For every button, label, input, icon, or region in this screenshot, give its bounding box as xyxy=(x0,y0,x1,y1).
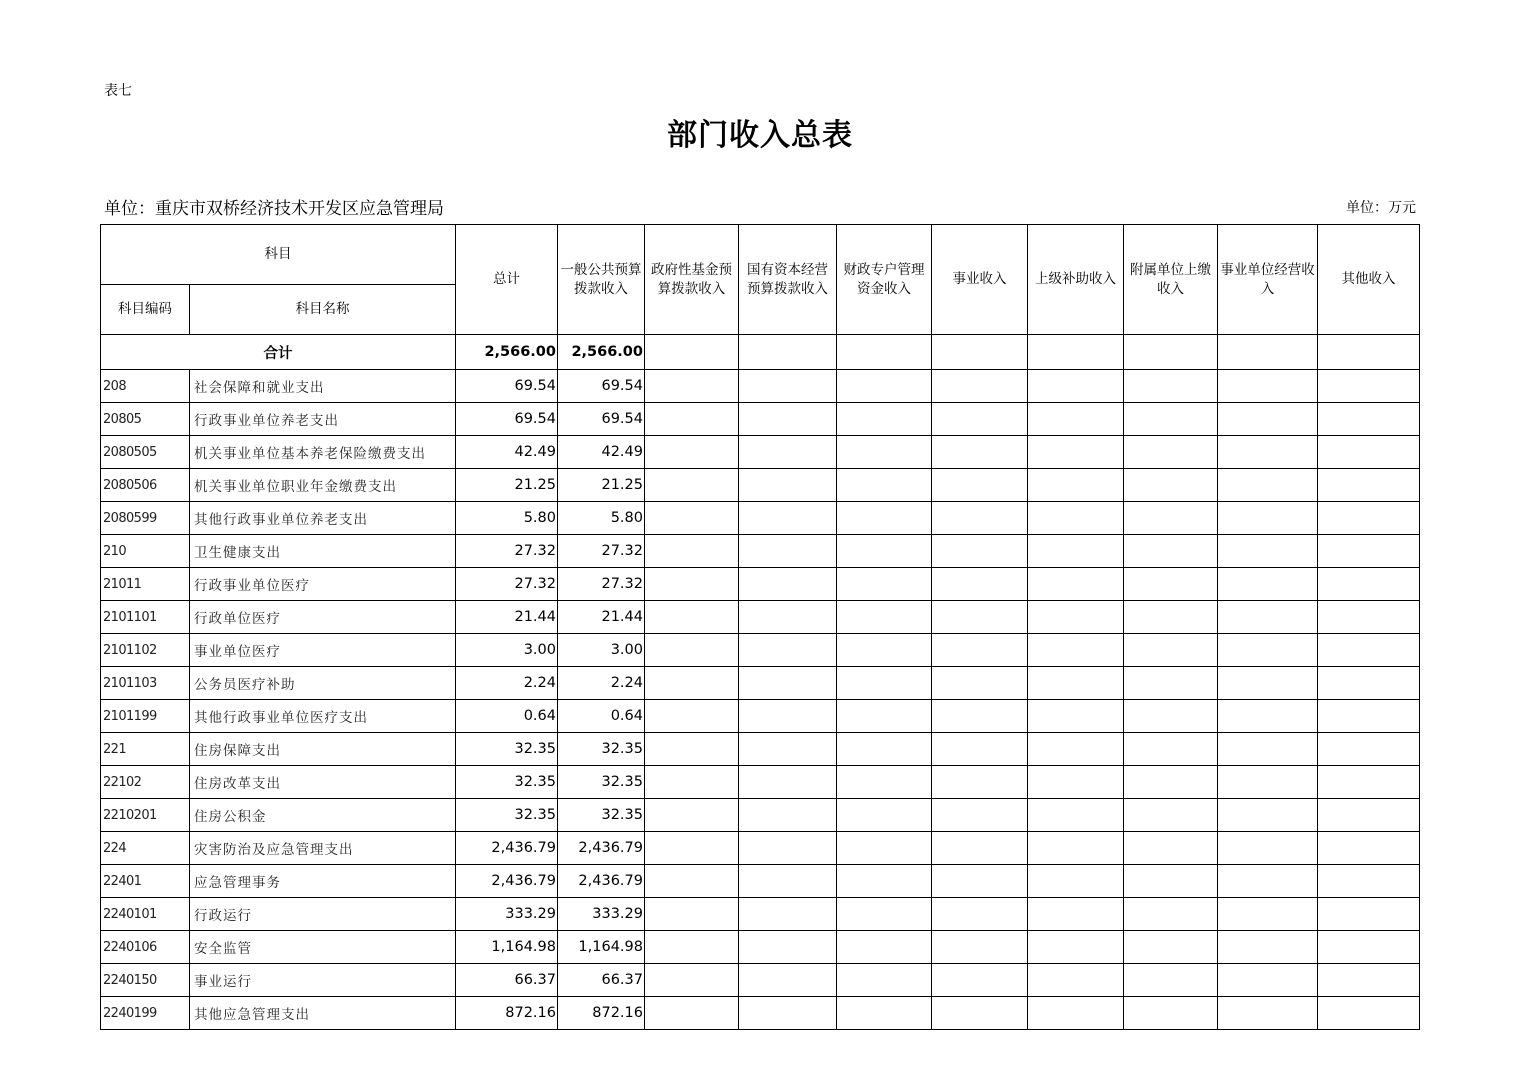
empty-cell xyxy=(645,601,739,634)
empty-cell xyxy=(1218,403,1318,436)
total-label: 合计 xyxy=(101,335,456,370)
subject-name-cell: 机关事业单位职业年金缴费支出 xyxy=(190,469,456,502)
subject-name-cell: 事业单位医疗 xyxy=(190,634,456,667)
subject-code-cell: 221 xyxy=(101,733,190,766)
subject-code-cell: 20805 xyxy=(101,403,190,436)
empty-cell xyxy=(932,502,1028,535)
empty-cell xyxy=(1124,403,1218,436)
empty-cell xyxy=(1318,403,1420,436)
subject-code-cell: 2240106 xyxy=(101,931,190,964)
empty-cell xyxy=(932,667,1028,700)
empty-cell xyxy=(837,502,932,535)
empty-cell xyxy=(1028,535,1124,568)
empty-cell xyxy=(1318,568,1420,601)
empty-cell xyxy=(1318,335,1420,370)
empty-cell xyxy=(932,335,1028,370)
empty-cell xyxy=(739,799,837,832)
subject-name-cell: 行政单位医疗 xyxy=(190,601,456,634)
empty-cell xyxy=(932,964,1028,997)
empty-cell xyxy=(1218,931,1318,964)
empty-cell xyxy=(1124,964,1218,997)
empty-cell xyxy=(837,601,932,634)
empty-cell xyxy=(1218,469,1318,502)
total-cell: 27.32 xyxy=(456,535,558,568)
table-row xyxy=(101,370,1420,403)
empty-cell xyxy=(1218,964,1318,997)
empty-cell xyxy=(932,535,1028,568)
empty-cell xyxy=(645,667,739,700)
subject-code-cell: 224 xyxy=(101,832,190,865)
empty-cell xyxy=(739,700,837,733)
empty-cell xyxy=(1028,667,1124,700)
empty-cell xyxy=(1318,502,1420,535)
subject-code-cell: 2210201 xyxy=(101,799,190,832)
empty-cell xyxy=(1028,469,1124,502)
subject-code-cell: 2240150 xyxy=(101,964,190,997)
empty-cell xyxy=(932,601,1028,634)
empty-cell xyxy=(1028,865,1124,898)
header-business-income: 事业收入 xyxy=(932,225,1028,335)
empty-cell xyxy=(645,931,739,964)
table-row xyxy=(101,634,1420,667)
empty-cell xyxy=(1318,964,1420,997)
empty-cell xyxy=(739,865,837,898)
total-cell: 69.54 xyxy=(456,370,558,403)
empty-cell xyxy=(739,997,837,1030)
subject-code-cell: 2101102 xyxy=(101,634,190,667)
empty-cell xyxy=(1124,335,1218,370)
empty-cell xyxy=(1124,997,1218,1030)
empty-cell xyxy=(739,403,837,436)
empty-cell xyxy=(1124,469,1218,502)
total-cell: 0.64 xyxy=(456,700,558,733)
header-state-capital: 国有资本经营预算拨款收入 xyxy=(739,225,837,335)
empty-cell xyxy=(1318,898,1420,931)
empty-cell xyxy=(1218,799,1318,832)
total-cell: 27.32 xyxy=(456,568,558,601)
empty-cell xyxy=(1124,931,1218,964)
subject-name-cell: 机关事业单位基本养老保险缴费支出 xyxy=(190,436,456,469)
empty-cell xyxy=(645,865,739,898)
empty-cell xyxy=(1218,634,1318,667)
empty-cell xyxy=(1318,997,1420,1030)
general-budget-cell: 333.29 xyxy=(558,898,645,931)
empty-cell xyxy=(837,370,932,403)
empty-cell xyxy=(1124,634,1218,667)
empty-cell xyxy=(739,898,837,931)
empty-cell xyxy=(1124,865,1218,898)
empty-cell xyxy=(1028,502,1124,535)
table-row xyxy=(101,601,1420,634)
empty-cell xyxy=(837,865,932,898)
general-budget-cell: 69.54 xyxy=(558,370,645,403)
header-superior-subsidy: 上级补助收入 xyxy=(1028,225,1124,335)
table-row xyxy=(101,931,1420,964)
subject-name-cell: 其他应急管理支出 xyxy=(190,997,456,1030)
table-row xyxy=(101,568,1420,601)
empty-cell xyxy=(645,898,739,931)
table-row xyxy=(101,535,1420,568)
subject-code-cell: 2080505 xyxy=(101,436,190,469)
empty-cell xyxy=(932,403,1028,436)
total-cell: 69.54 xyxy=(456,403,558,436)
empty-cell xyxy=(739,502,837,535)
table-row xyxy=(101,766,1420,799)
empty-cell xyxy=(1028,403,1124,436)
total-general-budget: 2,566.00 xyxy=(558,335,645,370)
empty-cell xyxy=(932,700,1028,733)
table-row xyxy=(101,436,1420,469)
subject-name-cell: 行政事业单位医疗 xyxy=(190,568,456,601)
general-budget-cell: 27.32 xyxy=(558,535,645,568)
general-budget-cell: 32.35 xyxy=(558,733,645,766)
empty-cell xyxy=(932,568,1028,601)
empty-cell xyxy=(1318,832,1420,865)
empty-cell xyxy=(1124,535,1218,568)
empty-cell xyxy=(1124,799,1218,832)
empty-cell xyxy=(1124,766,1218,799)
empty-cell xyxy=(1028,766,1124,799)
empty-cell xyxy=(645,766,739,799)
empty-cell xyxy=(1318,370,1420,403)
total-cell: 66.37 xyxy=(456,964,558,997)
unit-department: 单位：重庆市双桥经济技术开发区应急管理局 xyxy=(104,199,444,219)
empty-cell xyxy=(1028,931,1124,964)
empty-cell xyxy=(739,931,837,964)
empty-cell xyxy=(739,832,837,865)
empty-cell xyxy=(1028,634,1124,667)
empty-cell xyxy=(932,832,1028,865)
empty-cell xyxy=(1124,370,1218,403)
subject-code-cell: 2080506 xyxy=(101,469,190,502)
empty-cell xyxy=(932,931,1028,964)
empty-cell xyxy=(1218,865,1318,898)
empty-cell xyxy=(1318,865,1420,898)
subject-name-cell: 安全监管 xyxy=(190,931,456,964)
general-budget-cell: 872.16 xyxy=(558,997,645,1030)
header-business-operation: 事业单位经营收入 xyxy=(1218,225,1318,335)
subject-name-cell: 住房保障支出 xyxy=(190,733,456,766)
empty-cell xyxy=(645,436,739,469)
total-cell: 2,436.79 xyxy=(456,832,558,865)
empty-cell xyxy=(645,502,739,535)
empty-cell xyxy=(645,964,739,997)
header-code: 科目编码 xyxy=(101,285,190,335)
header-subject: 科目 xyxy=(101,225,456,285)
empty-cell xyxy=(837,535,932,568)
empty-cell xyxy=(1028,568,1124,601)
general-budget-cell: 69.54 xyxy=(558,403,645,436)
subject-name-cell: 灾害防治及应急管理支出 xyxy=(190,832,456,865)
empty-cell xyxy=(645,997,739,1030)
empty-cell xyxy=(645,799,739,832)
empty-cell xyxy=(739,370,837,403)
empty-cell xyxy=(645,568,739,601)
total-cell: 872.16 xyxy=(456,997,558,1030)
subject-code-cell: 210 xyxy=(101,535,190,568)
empty-cell xyxy=(1028,832,1124,865)
empty-cell xyxy=(837,634,932,667)
income-table xyxy=(100,224,1420,1030)
subject-name-cell: 社会保障和就业支出 xyxy=(190,370,456,403)
empty-cell xyxy=(1218,370,1318,403)
subject-name-cell: 行政事业单位养老支出 xyxy=(190,403,456,436)
empty-cell xyxy=(1028,997,1124,1030)
subject-code-cell: 22401 xyxy=(101,865,190,898)
empty-cell xyxy=(1028,335,1124,370)
empty-cell xyxy=(1318,469,1420,502)
empty-cell xyxy=(1218,898,1318,931)
general-budget-cell: 21.44 xyxy=(558,601,645,634)
subject-code-cell: 2080599 xyxy=(101,502,190,535)
empty-cell xyxy=(932,898,1028,931)
empty-cell xyxy=(739,733,837,766)
empty-cell xyxy=(837,799,932,832)
total-row xyxy=(101,335,1420,370)
header-fiscal-special: 财政专户管理资金收入 xyxy=(837,225,932,335)
empty-cell xyxy=(1318,634,1420,667)
empty-cell xyxy=(1318,700,1420,733)
subject-name-cell: 公务员医疗补助 xyxy=(190,667,456,700)
empty-cell xyxy=(1318,733,1420,766)
empty-cell xyxy=(1318,667,1420,700)
empty-cell xyxy=(645,370,739,403)
total-cell: 42.49 xyxy=(456,436,558,469)
subject-name-cell: 其他行政事业单位养老支出 xyxy=(190,502,456,535)
subject-code-cell: 2240101 xyxy=(101,898,190,931)
general-budget-cell: 32.35 xyxy=(558,766,645,799)
empty-cell xyxy=(1028,700,1124,733)
subject-code-cell: 208 xyxy=(101,370,190,403)
total-cell: 5.80 xyxy=(456,502,558,535)
empty-cell xyxy=(645,335,739,370)
empty-cell xyxy=(932,733,1028,766)
table-row xyxy=(101,700,1420,733)
header-total: 总计 xyxy=(456,225,558,335)
empty-cell xyxy=(739,568,837,601)
page-title: 部门收入总表 xyxy=(667,118,853,153)
general-budget-cell: 2,436.79 xyxy=(558,865,645,898)
empty-cell xyxy=(1218,997,1318,1030)
empty-cell xyxy=(837,700,932,733)
empty-cell xyxy=(1218,535,1318,568)
table-row xyxy=(101,469,1420,502)
empty-cell xyxy=(837,898,932,931)
empty-cell xyxy=(837,766,932,799)
empty-cell xyxy=(1124,502,1218,535)
empty-cell xyxy=(739,601,837,634)
subject-name-cell: 其他行政事业单位医疗支出 xyxy=(190,700,456,733)
empty-cell xyxy=(1218,733,1318,766)
general-budget-cell: 42.49 xyxy=(558,436,645,469)
empty-cell xyxy=(932,436,1028,469)
subject-code-cell: 21011 xyxy=(101,568,190,601)
header-general-budget: 一般公共预算拨款收入 xyxy=(558,225,645,335)
empty-cell xyxy=(1028,733,1124,766)
empty-cell xyxy=(645,403,739,436)
empty-cell xyxy=(1124,733,1218,766)
total-cell: 3.00 xyxy=(456,634,558,667)
empty-cell xyxy=(739,766,837,799)
empty-cell xyxy=(837,733,932,766)
empty-cell xyxy=(1218,667,1318,700)
empty-cell xyxy=(932,634,1028,667)
general-budget-cell: 1,164.98 xyxy=(558,931,645,964)
empty-cell xyxy=(1218,832,1318,865)
empty-cell xyxy=(932,469,1028,502)
empty-cell xyxy=(837,964,932,997)
empty-cell xyxy=(837,568,932,601)
empty-cell xyxy=(1124,667,1218,700)
empty-cell xyxy=(837,335,932,370)
empty-cell xyxy=(932,766,1028,799)
table-number: 表七 xyxy=(104,83,132,99)
empty-cell xyxy=(1124,832,1218,865)
empty-cell xyxy=(932,865,1028,898)
table-row xyxy=(101,832,1420,865)
subject-code-cell: 22102 xyxy=(101,766,190,799)
empty-cell xyxy=(1318,436,1420,469)
empty-cell xyxy=(837,667,932,700)
header-gov-fund: 政府性基金预算拨款收入 xyxy=(645,225,739,335)
total-cell: 32.35 xyxy=(456,733,558,766)
empty-cell xyxy=(932,370,1028,403)
empty-cell xyxy=(739,667,837,700)
empty-cell xyxy=(645,535,739,568)
subject-name-cell: 住房改革支出 xyxy=(190,766,456,799)
general-budget-cell: 2,436.79 xyxy=(558,832,645,865)
empty-cell xyxy=(1318,931,1420,964)
empty-cell xyxy=(1218,766,1318,799)
empty-cell xyxy=(645,634,739,667)
empty-cell xyxy=(1124,601,1218,634)
general-budget-cell: 2.24 xyxy=(558,667,645,700)
empty-cell xyxy=(1124,436,1218,469)
empty-cell xyxy=(837,832,932,865)
table-row xyxy=(101,964,1420,997)
table-body xyxy=(101,335,1420,1030)
header-name: 科目名称 xyxy=(190,285,456,335)
empty-cell xyxy=(645,469,739,502)
general-budget-cell: 27.32 xyxy=(558,568,645,601)
empty-cell xyxy=(739,634,837,667)
empty-cell xyxy=(1318,766,1420,799)
empty-cell xyxy=(645,700,739,733)
unit-currency: 单位：万元 xyxy=(1346,200,1416,216)
empty-cell xyxy=(1124,700,1218,733)
subject-code-cell: 2101199 xyxy=(101,700,190,733)
table-header xyxy=(101,225,1420,335)
table-row xyxy=(101,799,1420,832)
empty-cell xyxy=(1218,700,1318,733)
total-cell: 333.29 xyxy=(456,898,558,931)
empty-cell xyxy=(739,964,837,997)
subject-code-cell: 2240199 xyxy=(101,997,190,1030)
subject-name-cell: 应急管理事务 xyxy=(190,865,456,898)
empty-cell xyxy=(837,931,932,964)
header-other-income: 其他收入 xyxy=(1318,225,1420,335)
general-budget-cell: 21.25 xyxy=(558,469,645,502)
empty-cell xyxy=(837,403,932,436)
empty-cell xyxy=(1218,335,1318,370)
empty-cell xyxy=(1124,898,1218,931)
empty-cell xyxy=(1028,964,1124,997)
table-row xyxy=(101,403,1420,436)
header-affiliated-turnover: 附属单位上缴收入 xyxy=(1124,225,1218,335)
subject-name-cell: 行政运行 xyxy=(190,898,456,931)
empty-cell xyxy=(837,469,932,502)
empty-cell xyxy=(1028,370,1124,403)
empty-cell xyxy=(739,469,837,502)
empty-cell xyxy=(1028,601,1124,634)
empty-cell xyxy=(645,832,739,865)
empty-cell xyxy=(837,997,932,1030)
total-cell: 2.24 xyxy=(456,667,558,700)
total-amount: 2,566.00 xyxy=(456,335,558,370)
general-budget-cell: 66.37 xyxy=(558,964,645,997)
empty-cell xyxy=(1028,898,1124,931)
empty-cell xyxy=(1028,799,1124,832)
total-cell: 2,436.79 xyxy=(456,865,558,898)
empty-cell xyxy=(932,997,1028,1030)
subject-name-cell: 事业运行 xyxy=(190,964,456,997)
empty-cell xyxy=(1218,436,1318,469)
total-cell: 1,164.98 xyxy=(456,931,558,964)
subject-name-cell: 住房公积金 xyxy=(190,799,456,832)
general-budget-cell: 3.00 xyxy=(558,634,645,667)
table-row xyxy=(101,502,1420,535)
empty-cell xyxy=(1218,502,1318,535)
empty-cell xyxy=(837,436,932,469)
empty-cell xyxy=(1028,436,1124,469)
empty-cell xyxy=(1124,568,1218,601)
total-cell: 21.44 xyxy=(456,601,558,634)
general-budget-cell: 5.80 xyxy=(558,502,645,535)
empty-cell xyxy=(1318,535,1420,568)
subject-code-cell: 2101103 xyxy=(101,667,190,700)
empty-cell xyxy=(1218,568,1318,601)
empty-cell xyxy=(739,535,837,568)
total-cell: 32.35 xyxy=(456,799,558,832)
table-row xyxy=(101,997,1420,1030)
table-row xyxy=(101,667,1420,700)
general-budget-cell: 32.35 xyxy=(558,799,645,832)
general-budget-cell: 0.64 xyxy=(558,700,645,733)
total-cell: 32.35 xyxy=(456,766,558,799)
empty-cell xyxy=(1218,601,1318,634)
empty-cell xyxy=(1318,799,1420,832)
empty-cell xyxy=(1318,601,1420,634)
table-row xyxy=(101,733,1420,766)
subject-code-cell: 2101101 xyxy=(101,601,190,634)
subject-name-cell: 卫生健康支出 xyxy=(190,535,456,568)
empty-cell xyxy=(645,733,739,766)
empty-cell xyxy=(739,335,837,370)
empty-cell xyxy=(739,436,837,469)
total-cell: 21.25 xyxy=(456,469,558,502)
empty-cell xyxy=(932,799,1028,832)
table-row xyxy=(101,865,1420,898)
table-row xyxy=(101,898,1420,931)
